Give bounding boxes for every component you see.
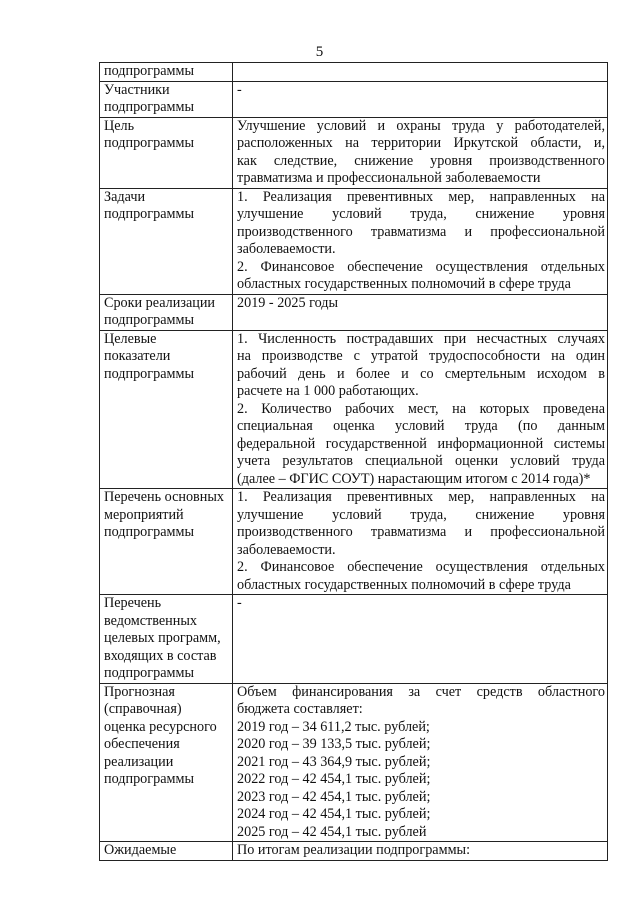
row-value-cell [233,81,608,117]
table-body [100,63,608,861]
row-label-line: подпрограммы [104,771,194,787]
row-label-line: показатели [104,348,171,364]
row-value-line: 1. Реализация превентивных мер, направленных на [237,188,605,205]
row-label-line: подпрограммы [104,365,194,382]
row-value-line: заболеваемости. [237,241,336,257]
row-label-line: входящих в состав [104,647,217,664]
row-value-cell [233,683,608,842]
row-label-line: Ожидаемые [104,842,177,858]
row-label-line: Сроки реализации [104,294,216,311]
row-value-line: заболеваемости. [237,541,336,558]
row-label-cell [100,842,233,861]
row-label-line: Перечень основных [104,489,224,505]
row-value-line: расчете на 1 000 работающих. [237,383,419,399]
row-value-line: специальная оценка условий труда (по данным [237,418,605,434]
row-value-line: По итогам реализации подпрограммы: [237,842,471,858]
row-value-cell [233,330,608,489]
row-label-line: мероприятий [104,506,184,523]
row-label-cell [100,330,233,489]
row-value-line: областных государственных полномочий в сфере труда [237,576,571,593]
row-label-cell [100,117,233,188]
row-value-line: 2025 год – 42 454,1 тыс. рублей [237,823,427,840]
row-value-cell [233,489,608,595]
row-label-line: (справочная) [104,701,182,717]
row-value-line: бюджета составляет: [237,701,363,717]
table-row [100,595,608,684]
row-value-line: улучшение условий труда, снижение уровня [237,206,605,222]
row-value-line: травматизма и профессиональной заболеваемости [237,170,541,186]
row-label-line: подпрограммы [104,99,194,115]
row-value-line: 2. Количество рабочих мест, на которых проведена [237,400,605,417]
row-value-line: 2019 год – 34 611,2 тыс. рублей; [237,718,430,735]
row-label-line: подпрограммы [104,206,194,222]
row-value-line: производственного травматизма и профессиональной [237,524,605,540]
row-value-line: рабочий день и более и со смертельным исходом в [237,365,605,382]
row-label-cell [100,489,233,595]
row-label-cell [100,63,233,82]
row-value-line: федеральной государственной информационной системы [237,435,605,452]
table-row [100,294,608,330]
row-value-cell [233,63,608,82]
row-value-line: Объем финансирования за счет средств областного [237,683,605,700]
row-value-line: 2. Финансовое обеспечение осуществления отдельных [237,559,605,575]
row-label-line: Перечень [104,595,162,611]
row-label-line: оценка ресурсного [104,718,217,735]
row-value-line: 2024 год – 42 454,1 тыс. рублей; [237,806,431,822]
row-label-line: ведомственных [104,612,197,629]
row-value-line: как следствие, снижение уровня производственного [237,152,605,169]
row-value-line: областных государственных полномочий в сфере труда [237,276,571,292]
row-value-line: 1. Численность пострадавших при несчастных случаях [237,330,605,347]
row-value-line: 1. Реализация превентивных мер, направленных на [237,489,605,505]
row-value-line: 2022 год – 42 454,1 тыс. рублей; [237,771,431,787]
row-label-line: реализации [104,753,174,770]
row-label-cell [100,81,233,117]
row-label-line: Задачи [104,188,146,205]
row-value-cell [233,595,608,684]
row-label-line: целевых программ, [104,630,221,646]
row-value-line: 2020 год – 39 133,5 тыс. рублей; [237,736,431,752]
row-value-line: расположенных на территории Иркутской области, и, [237,135,605,151]
row-value-line: (далее – ФГИС СОУТ) нарастающим итогом с 2014 года)* [237,470,591,487]
table-row [100,842,608,861]
table-row [100,117,608,188]
row-label-line: подпрограммы [104,63,194,79]
row-value-line: 2. Финансовое обеспечение осуществления отдельных [237,258,605,275]
table-row [100,330,608,489]
row-value-line [237,63,605,81]
row-label-line: обеспечения [104,736,180,752]
row-value-line: Улучшение условий и охраны труда у работодателей, [237,117,605,134]
table-row [100,489,608,595]
table-row [100,188,608,294]
row-value-line: - [237,81,242,98]
row-value-line: улучшение условий труда, снижение уровня [237,506,605,523]
row-label-cell [100,294,233,330]
row-label-line: Цель [104,117,135,134]
row-value-line: 2019 - 2025 годы [237,294,339,311]
row-label-cell [100,683,233,842]
subprogram-passport-table [99,62,608,861]
row-value-line: учета результатов специальной оценки условий труда [237,453,605,469]
row-label-line: Участники [104,81,170,98]
row-label-line: подпрограммы [104,665,194,681]
row-value-line: производственного травматизма и профессиональной [237,223,605,240]
row-label-line: подпрограммы [104,524,194,540]
table-row [100,683,608,842]
row-value-cell [233,294,608,330]
table-row [100,63,608,82]
row-label-cell [100,595,233,684]
row-value-line: 2021 год – 43 364,9 тыс. рублей; [237,753,431,770]
row-value-line: - [237,595,242,611]
row-label-cell [100,188,233,294]
page-number: 5 [315,44,324,60]
row-label-line: Прогнозная [104,683,175,700]
row-value-cell [233,842,608,861]
row-label-line: Целевые [104,330,157,347]
row-value-line: 2023 год – 42 454,1 тыс. рублей; [237,788,431,805]
table-row [100,81,608,117]
row-value-cell [233,117,608,188]
row-label-line: подпрограммы [104,135,194,151]
row-value-cell [233,188,608,294]
row-label-line: подпрограммы [104,312,194,328]
row-value-line: на производстве с утратой трудоспособности на один [237,348,605,364]
